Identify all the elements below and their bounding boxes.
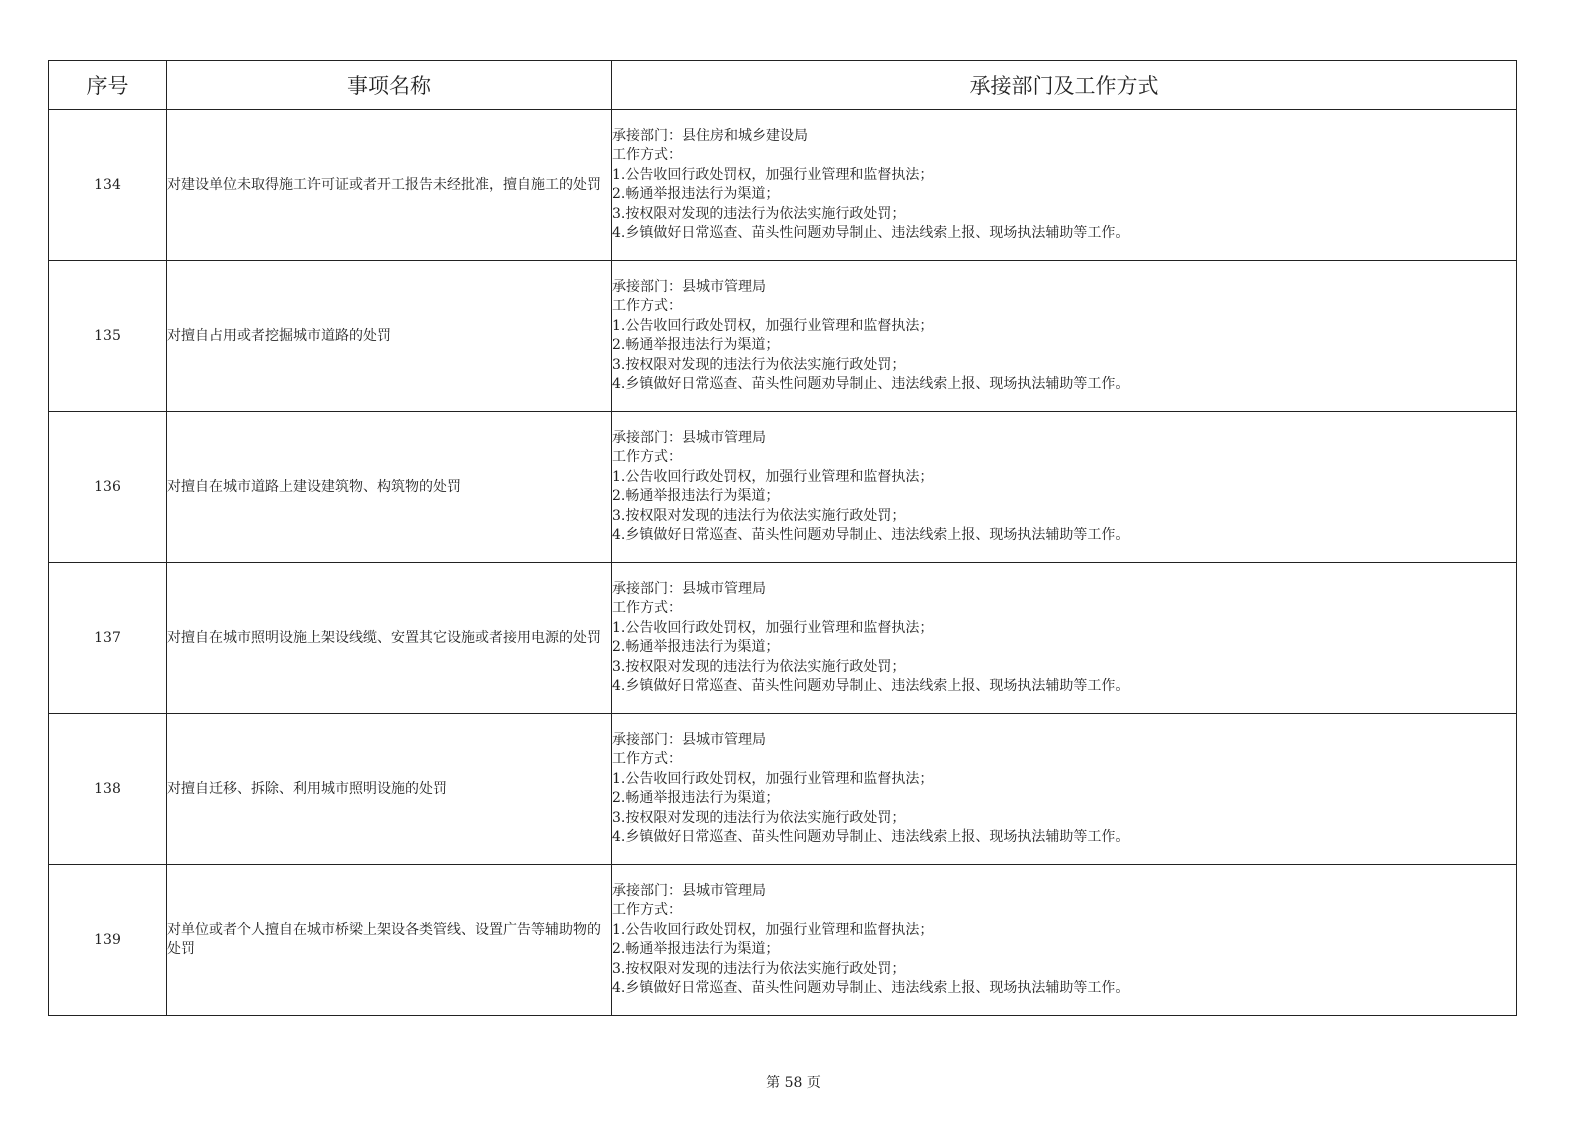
dept-line: 承接部门：县住房和城乡建设局	[612, 127, 808, 144]
row-item-name: 对建设单位未取得施工许可证或者开工报告未经批准，擅自施工的处罚	[167, 110, 612, 261]
method-step: 1.公告收回行政处罚权，加强行业管理和监督执法；	[612, 770, 934, 787]
table-row	[49, 110, 1517, 261]
dept-line: 承接部门：县城市管理局	[612, 882, 766, 899]
method-label: 工作方式：	[612, 147, 682, 163]
method-step: 4.乡镇做好日常巡查、苗头性问题劝导制止、违法线索上报、现场执法辅助等工作。	[612, 678, 1130, 694]
page-number: 第 58 页	[766, 1075, 821, 1091]
method-step: 4.乡镇做好日常巡查、苗头性问题劝导制止、违法线索上报、现场执法辅助等工作。	[612, 829, 1130, 845]
row-dept-method	[612, 110, 1517, 261]
method-step: 3.按权限对发现的违法行为依法实施行政处罚；	[612, 960, 906, 977]
method-step: 3.按权限对发现的违法行为依法实施行政处罚；	[612, 658, 906, 675]
method-step: 1.公告收回行政处罚权，加强行业管理和监督执法；	[612, 619, 934, 636]
method-step: 2.畅通举报违法行为渠道；	[612, 488, 780, 504]
row-item-name: 对擅自占用或者挖掘城市道路的处罚	[167, 261, 612, 412]
row-number: 137	[49, 563, 167, 714]
row-dept-method	[612, 714, 1517, 865]
row-item-name: 对单位或者个人擅自在城市桥梁上架设各类管线、设置广告等辅助物的处罚	[167, 865, 612, 1016]
method-step: 1.公告收回行政处罚权，加强行业管理和监督执法；	[612, 317, 934, 334]
method-step: 3.按权限对发现的违法行为依法实施行政处罚；	[612, 205, 906, 222]
method-step: 3.按权限对发现的违法行为依法实施行政处罚；	[612, 356, 906, 373]
method-step: 1.公告收回行政处罚权，加强行业管理和监督执法；	[612, 921, 934, 938]
method-step: 2.畅通举报违法行为渠道；	[612, 790, 780, 806]
row-item-name: 对擅自迁移、拆除、利用城市照明设施的处罚	[167, 714, 612, 865]
method-label: 工作方式：	[612, 751, 682, 767]
method-label: 工作方式：	[612, 449, 682, 465]
method-step: 2.畅通举报违法行为渠道；	[612, 639, 780, 655]
table-row	[49, 412, 1517, 563]
method-step: 4.乡镇做好日常巡查、苗头性问题劝导制止、违法线索上报、现场执法辅助等工作。	[612, 225, 1130, 241]
method-step: 4.乡镇做好日常巡查、苗头性问题劝导制止、违法线索上报、现场执法辅助等工作。	[612, 527, 1130, 543]
row-number: 138	[49, 714, 167, 865]
row-dept-method	[612, 865, 1517, 1016]
table-row	[49, 865, 1517, 1016]
table-row	[49, 714, 1517, 865]
header-dept-method: 承接部门及工作方式	[612, 61, 1517, 110]
method-step: 1.公告收回行政处罚权，加强行业管理和监督执法；	[612, 166, 934, 183]
row-item-name: 对擅自在城市道路上建设建筑物、构筑物的处罚	[167, 412, 612, 563]
row-number: 135	[49, 261, 167, 412]
table-row	[49, 261, 1517, 412]
header-item-name: 事项名称	[167, 61, 612, 110]
row-dept-method	[612, 261, 1517, 412]
method-label: 工作方式：	[612, 902, 682, 918]
table-header-row	[49, 61, 1517, 110]
row-number: 139	[49, 865, 167, 1016]
row-dept-method	[612, 563, 1517, 714]
row-number: 134	[49, 110, 167, 261]
method-step: 3.按权限对发现的违法行为依法实施行政处罚；	[612, 809, 906, 826]
dept-line: 承接部门：县城市管理局	[612, 580, 766, 597]
method-step: 2.畅通举报违法行为渠道；	[612, 941, 780, 957]
dept-line: 承接部门：县城市管理局	[612, 278, 766, 295]
method-step: 4.乡镇做好日常巡查、苗头性问题劝导制止、违法线索上报、现场执法辅助等工作。	[612, 376, 1130, 392]
method-step: 3.按权限对发现的违法行为依法实施行政处罚；	[612, 507, 906, 524]
method-label: 工作方式：	[612, 298, 682, 314]
method-step: 1.公告收回行政处罚权，加强行业管理和监督执法；	[612, 468, 934, 485]
dept-line: 承接部门：县城市管理局	[612, 731, 766, 748]
row-item-name: 对擅自在城市照明设施上架设线缆、安置其它设施或者接用电源的处罚	[167, 563, 612, 714]
items-table	[48, 60, 1517, 1016]
method-label: 工作方式：	[612, 600, 682, 616]
table-row	[49, 563, 1517, 714]
method-step: 4.乡镇做好日常巡查、苗头性问题劝导制止、违法线索上报、现场执法辅助等工作。	[612, 980, 1130, 996]
row-number: 136	[49, 412, 167, 563]
method-step: 2.畅通举报违法行为渠道；	[612, 337, 780, 353]
method-step: 2.畅通举报违法行为渠道；	[612, 186, 780, 202]
header-seq: 序号	[49, 61, 167, 110]
row-dept-method	[612, 412, 1517, 563]
dept-line: 承接部门：县城市管理局	[612, 429, 766, 446]
